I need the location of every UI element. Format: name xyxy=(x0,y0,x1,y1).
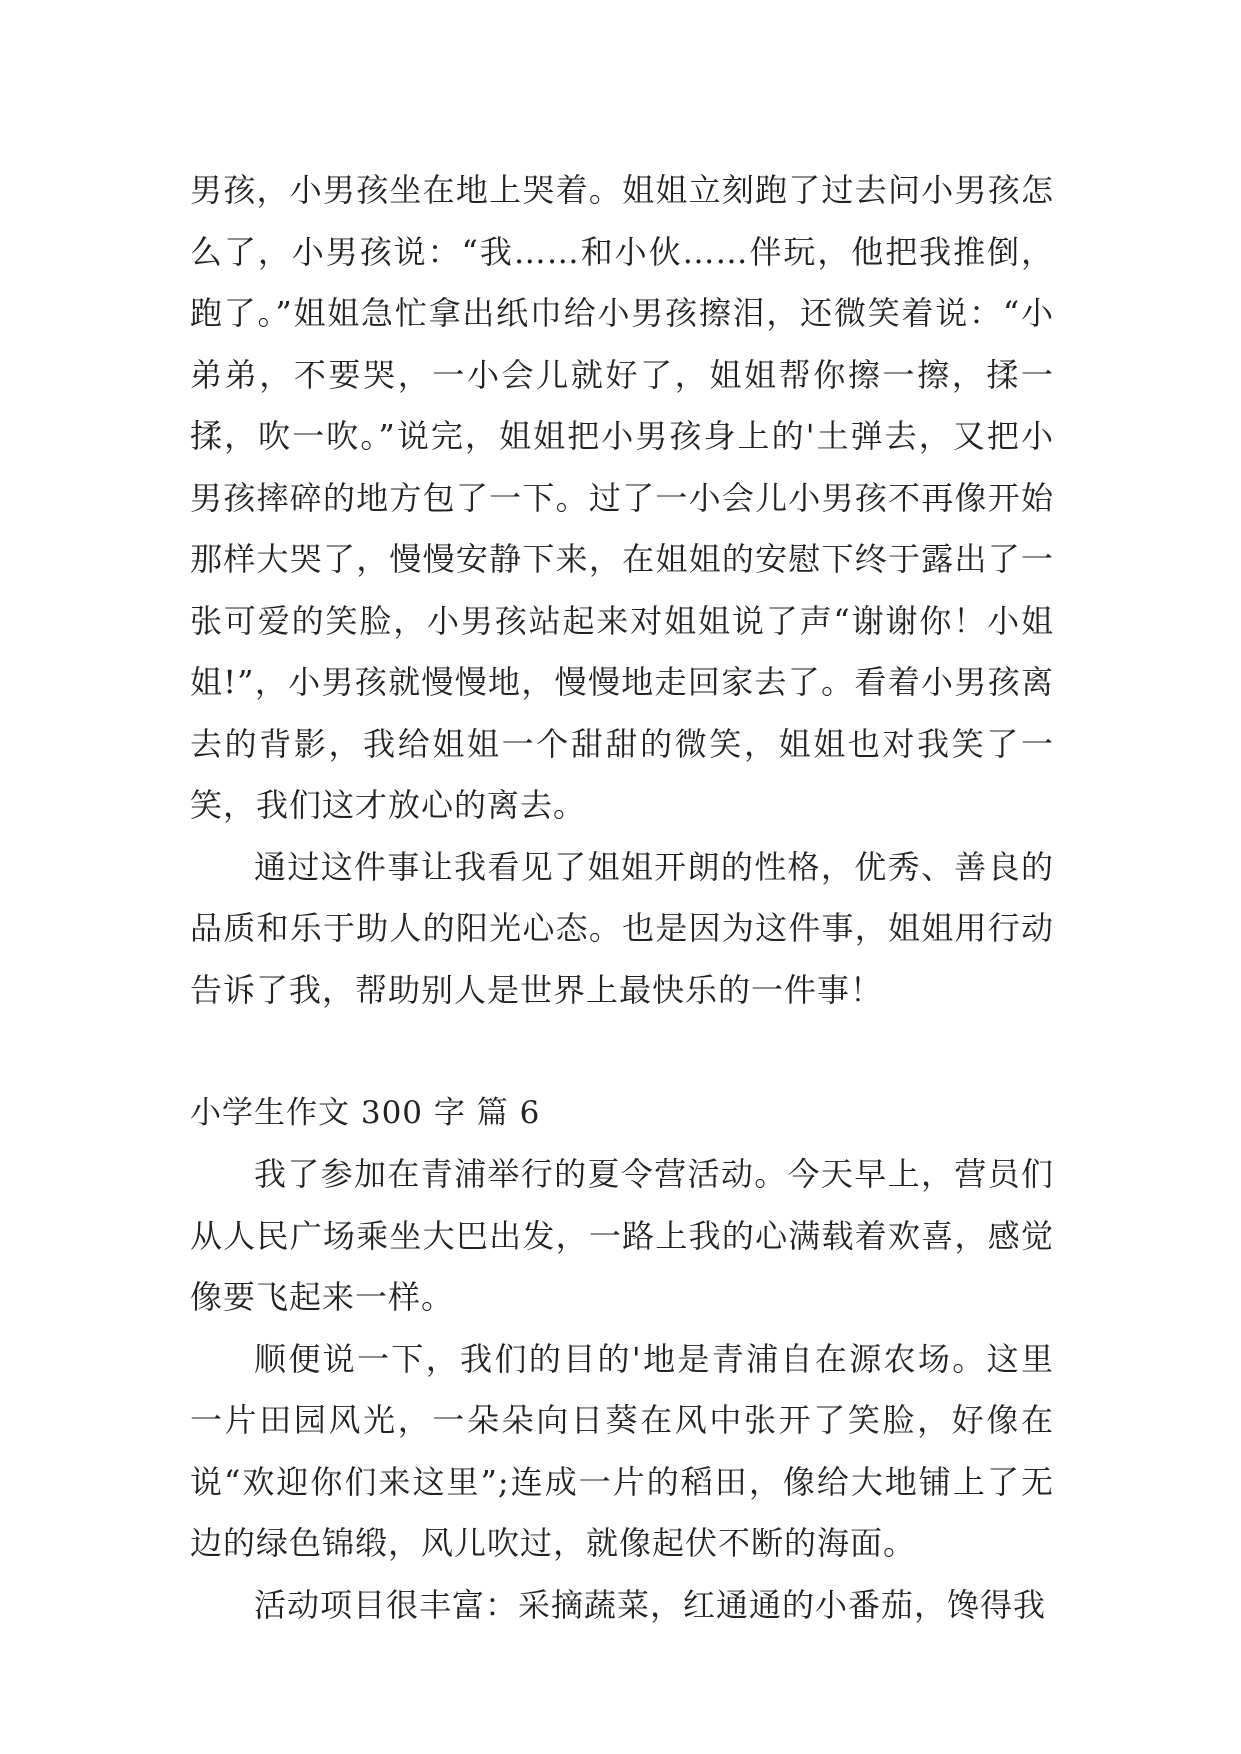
paragraph-activities: 活动项目很丰富：采摘蔬菜，红通通的小番茄，馋得我 xyxy=(254,1585,1047,1624)
paragraph-reflection: 通过这件事让我看见了姐姐开朗的性格，优秀、善良的品质和乐于助人的阳光心态。也是因为这件事，姐姐用行动告诉了我，帮助别人是世界上最快乐的一件事！ xyxy=(190,847,1054,1009)
document-body xyxy=(190,160,1054,1636)
section-heading: 小学生作文 300 字 篇 6 xyxy=(190,1094,541,1131)
paragraph-summer-camp-intro: 我了参加在青浦举行的夏令营活动。今天早上，营员们从人民广场乘坐大巴出发，一路上我的心满载着欢喜，感觉像要飞起来一样。 xyxy=(190,1155,1054,1316)
paragraph-farm-description: 顺便说一下，我们的目的'地是青浦自在源农场。这里一片田园风光，一朵朵向日葵在风中张开了笑脸，好像在说“欢迎你们来这里”;连成一片的稻田，像给大地铺上了无边的绿色锦缎，风儿吹过，就像起伏不断的海面。 xyxy=(190,1339,1054,1562)
paragraph-story-continuation: 男孩，小男孩坐在地上哭着。姐姐立刻跑了过去问小男孩怎么了，小男孩说：“我……和小伙……伴玩，他把我推倒，跑了。”姐姐急忙拿出纸巾给小男孩擦泪，还微笑着说：“小弟弟，不要哭，一小会儿就好了，姐姐帮你擦一擦，揉一揉，吹一吹。”说完，姐姐把小男孩身上的'土弹去，又把小男孩摔碎的地方包了一下。过了一小会儿小男孩不再像开始那样大哭了，慢慢安静下来，在姐姐的安慰下终于露出了一张可爱的笑脸，小男孩站起来对姐姐说了声“谢谢你！小姐姐!”，小男孩就慢慢地，慢慢地走回家去了。看着小男孩离去的背影，我给姐姐一个甜甜的微笑，姐姐也对我笑了一笑，我们这才放心的离去。 xyxy=(190,171,1054,824)
